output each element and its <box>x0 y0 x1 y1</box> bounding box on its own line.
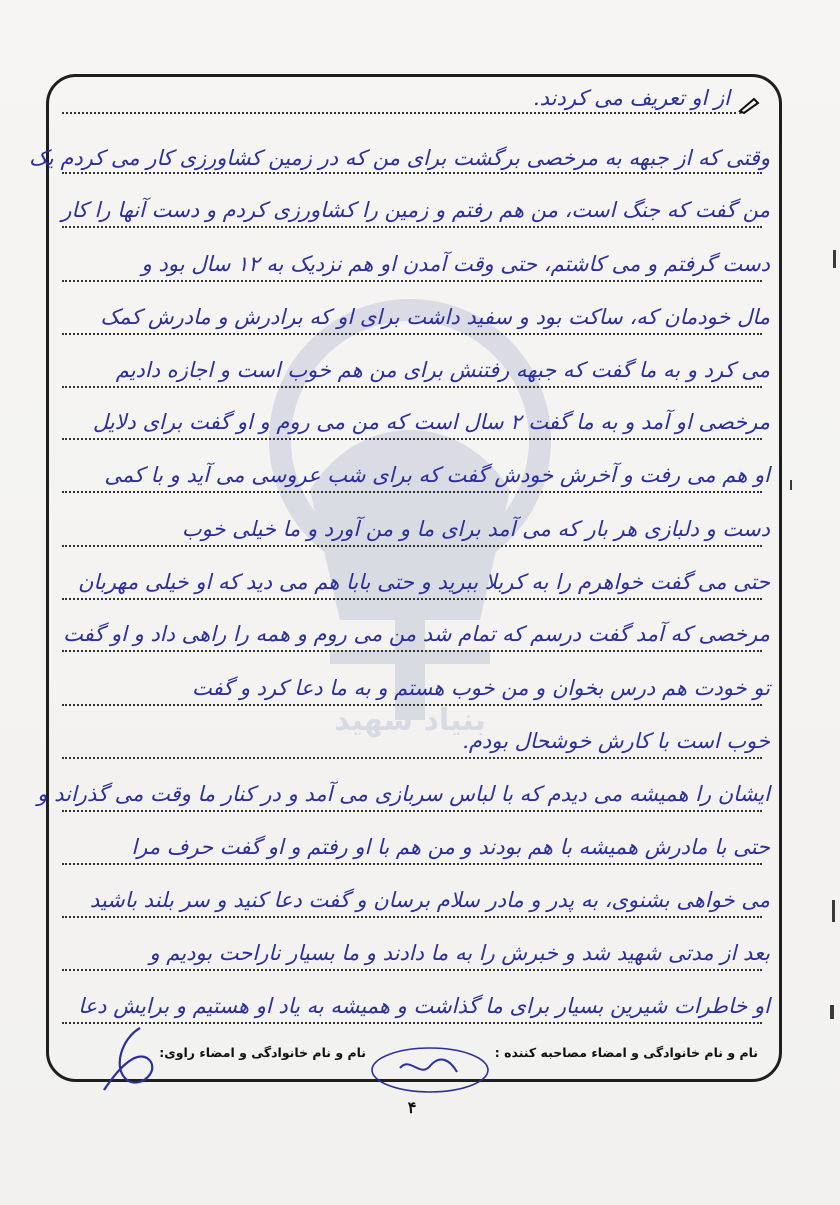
handwritten-line: ایشان را همیشه می دیدم که با لباس سربازی می آمد و در کنار ما وقت می گذراند و <box>37 782 770 806</box>
scan-edge-mark <box>833 250 836 268</box>
handwritten-line: او خاطرات شیرین بسیار برای ما گذاشت و همیشه به یاد او هستیم و برایش دعا <box>78 994 770 1018</box>
narrator-signature-label: نام و نام خانوادگی و امضاء راوی: <box>159 1045 366 1060</box>
handwritten-line: بعد از مدتی شهید شد و خبرش را به ما دادند و ما بسیار ناراحت بودیم و <box>149 941 770 965</box>
ruled-line <box>62 598 762 600</box>
ruled-line <box>62 172 762 174</box>
handwritten-line: مرخصی او آمد و به ما گفت ۲ سال است که من می روم و او گفت برای دلایل <box>92 410 770 434</box>
ruled-line <box>62 280 762 282</box>
scan-edge-mark <box>830 1005 834 1019</box>
ruled-line <box>62 333 762 335</box>
ruled-line <box>62 969 762 971</box>
page-number: ۴ <box>407 1098 417 1117</box>
scan-edge-mark <box>790 480 792 490</box>
pen-icon <box>738 95 762 115</box>
ruled-line <box>62 386 762 388</box>
handwritten-line: می کرد و به ما گفت که جبهه رفتنش برای من هم خوب است و اجازه دادیم <box>115 358 770 382</box>
handwritten-line: وقتی که از جبهه به مرخصی برگشت برای من که در زمین کشاورزی کار می کردم یک <box>29 146 770 170</box>
handwritten-line: می خواهی بشنوی، به پدر و مادر سلام برسان و گفت دعا کنید و سر بلند باشید <box>89 888 770 912</box>
ruled-line <box>62 757 762 759</box>
ruled-line <box>62 438 762 440</box>
ruled-line <box>62 810 762 812</box>
handwritten-line: او هم می رفت و آخرش خودش گفت که برای شب عروسی می آید و با کمی <box>104 463 770 487</box>
handwritten-line: دست و دلبازی هر بار که می آمد برای ما و من آورد و ما خیلی خوب <box>181 517 770 541</box>
ruled-line <box>62 863 762 865</box>
svg-text:بنیاد شهید: بنیاد شهید <box>334 703 486 738</box>
handwritten-line: حتی می گفت خواهرم را به کربلا ببرید و حتی بابا هم می دید که او خیلی مهربان <box>78 570 770 594</box>
ruled-line <box>62 650 762 652</box>
handwritten-line: حتی با مادرش همیشه با هم بودند و من هم با او رفتم و او گفت حرف مرا <box>131 835 770 859</box>
narrator-signature <box>92 1018 172 1098</box>
handwritten-line: مال خودمان که، ساکت بود و سفید داشت برای او که برادرش و مادرش کمک <box>100 305 770 329</box>
ruled-line <box>62 226 762 228</box>
handwritten-line: مرخصی که آمد گفت درسم که تمام شد من می روم و همه را راهی داد و او گفت <box>63 622 770 646</box>
ruled-line <box>62 112 736 114</box>
ruled-line <box>62 491 762 493</box>
interviewer-signature-label: نام و نام خانوادگی و امضاء مصاحبه کننده : <box>494 1045 758 1060</box>
interviewer-signature <box>365 1038 495 1098</box>
ruled-line <box>62 916 762 918</box>
handwritten-line: دست گرفتم و می کاشتم، حتی وقت آمدن او هم نزدیک به ۱۲ سال بود و <box>141 252 770 276</box>
handwritten-line: من گفت که جنگ است، من هم رفتم و زمین را کشاورزی کردم و دست آنها را کار <box>61 198 770 222</box>
handwritten-line: تو خودت هم درس بخوان و من خوب هستم و به ما دعا کرد و گفت <box>191 676 770 700</box>
ruled-line <box>62 545 762 547</box>
scan-edge-mark <box>832 900 835 922</box>
ruled-line <box>62 704 762 706</box>
handwritten-line: از او تعریف می کردند. <box>532 86 730 110</box>
handwritten-line: خوب است با کارش خوشحال بودم. <box>462 729 770 753</box>
